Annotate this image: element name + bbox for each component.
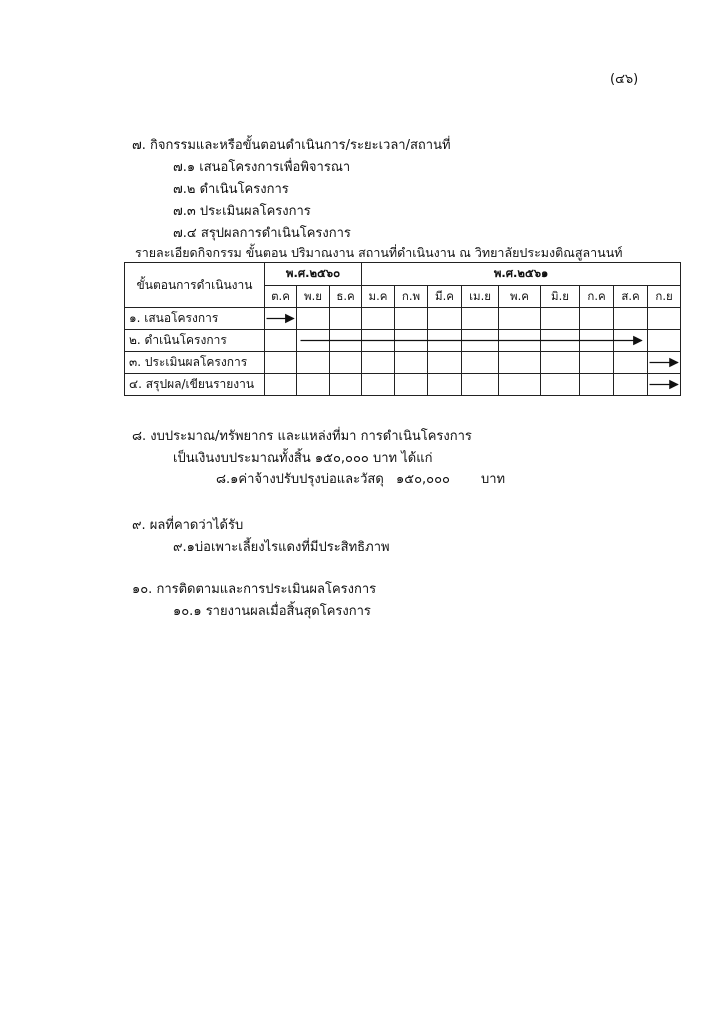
month-cell (462, 374, 499, 396)
month-cell (297, 352, 330, 374)
month-header: ก.ย (648, 286, 681, 308)
month-cell (330, 352, 362, 374)
step-label: ๒. ดำเนินโครงการ (125, 330, 265, 352)
month-cell (362, 374, 395, 396)
month-header: พ.ค (499, 286, 541, 308)
month-cell (614, 352, 648, 374)
schedule-table (124, 262, 681, 396)
month-cell (648, 308, 681, 330)
section8-item-unit: บาท (481, 472, 506, 487)
month-header: มิ.ย (541, 286, 580, 308)
month-cell (499, 330, 541, 352)
month-cell (362, 308, 395, 330)
section7-item: ๗.๑ เสนอโครงการเพื่อพิจารณา (173, 160, 351, 175)
month-cell (580, 374, 614, 396)
month-cell (499, 308, 541, 330)
month-cell (395, 330, 428, 352)
month-header: ธ.ค (330, 286, 362, 308)
section8-line: เป็นเงินงบประมาณทั้งสิ้น ๑๕๐,๐๐๐ บาท ได้แก่ (173, 451, 433, 466)
month-cell (297, 374, 330, 396)
section7-detail: รายละเอียดกิจกรรม ขั้นตอน ปริมาณงาน สถานที่ดำเนินงาน ณ วิทยาลัยประมงติณสูลานนท์ (135, 245, 623, 260)
month-header: พ.ย (297, 286, 330, 308)
month-cell (265, 352, 297, 374)
month-header: เม.ย (462, 286, 499, 308)
month-header: ก.พ (395, 286, 428, 308)
month-header: ก.ค (580, 286, 614, 308)
section9-item: ๙.๑บ่อเพาะเลี้ยงไรแดงที่มีประสิทธิภาพ (173, 540, 390, 555)
month-cell (648, 352, 681, 374)
month-cell (499, 352, 541, 374)
month-cell (330, 374, 362, 396)
month-cell (580, 352, 614, 374)
month-cell (648, 330, 681, 352)
step-column-header: ขั้นตอนการดำเนินงาน (125, 263, 265, 308)
schedule-row (125, 352, 681, 374)
month-header: ส.ค (614, 286, 648, 308)
month-cell (362, 330, 395, 352)
month-cell (614, 330, 648, 352)
month-cell (265, 330, 297, 352)
month-cell (428, 330, 462, 352)
month-cell (462, 330, 499, 352)
month-cell (580, 308, 614, 330)
month-cell (428, 374, 462, 396)
month-cell (499, 374, 541, 396)
section8-item-label: ๘.๑ค่าจ้างปรับปรุงบ่อและวัสดุ (216, 472, 384, 487)
schedule-row (125, 330, 681, 352)
month-cell (265, 374, 297, 396)
month-cell (330, 330, 362, 352)
month-cell (297, 330, 330, 352)
schedule-row (125, 374, 681, 396)
month-cell (330, 308, 362, 330)
month-cell (362, 352, 395, 374)
schedule-row (125, 308, 681, 330)
month-cell (541, 308, 580, 330)
month-cell (395, 308, 428, 330)
step-label: ๓. ประเมินผลโครงการ (125, 352, 265, 374)
month-header: ต.ค (265, 286, 297, 308)
month-cell (395, 352, 428, 374)
year-header: พ.ศ.๒๕๖๐ (265, 263, 362, 286)
month-cell (580, 330, 614, 352)
month-cell (462, 352, 499, 374)
month-cell (297, 308, 330, 330)
section7-item: ๗.๓ ประเมินผลโครงการ (173, 204, 311, 219)
month-cell (648, 374, 681, 396)
month-cell (614, 308, 648, 330)
month-cell (462, 308, 499, 330)
month-cell (428, 308, 462, 330)
step-label: ๔. สรุปผล/เขียนรายงาน (125, 374, 265, 396)
section8-item-amount: ๑๕๐,๐๐๐ (396, 472, 450, 487)
section7-item: ๗.๒ ดำเนินโครงการ (173, 182, 289, 197)
month-cell (541, 352, 580, 374)
year-header: พ.ศ.๒๕๖๑ (362, 263, 681, 286)
page-number: (๔๖) (610, 72, 639, 87)
month-cell (541, 330, 580, 352)
month-header: ม.ค (362, 286, 395, 308)
month-cell (428, 352, 462, 374)
section10-heading: ๑๐. การติดตามและการประเมินผลโครงการ (132, 582, 377, 597)
month-header: มี.ค (428, 286, 462, 308)
section10-item: ๑๐.๑ รายงานผลเมื่อสิ้นสุดโครงการ (173, 604, 371, 619)
month-cell (614, 374, 648, 396)
section9-heading: ๙. ผลที่คาดว่าได้รับ (132, 518, 244, 533)
section8-heading: ๘. งบประมาณ/ทรัพยากร และแหล่งที่มา การดำเนินโครงการ (132, 429, 472, 444)
step-label: ๑. เสนอโครงการ (125, 308, 265, 330)
section7-item: ๗.๔ สรุปผลการดำเนินโครงการ (173, 226, 351, 241)
month-cell (395, 374, 428, 396)
month-cell (541, 374, 580, 396)
section7-heading: ๗. กิจกรรมและหรือขั้นตอนดำเนินการ/ระยะเวลา/สถานที่ (132, 138, 451, 153)
month-cell (265, 308, 297, 330)
